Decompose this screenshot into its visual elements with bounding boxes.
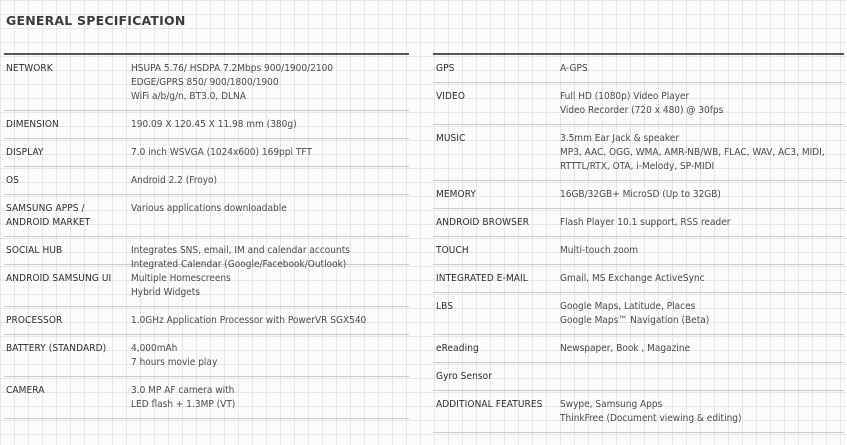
spec-value: [131, 307, 409, 334]
spec-value: [560, 125, 844, 180]
spec-value-line: Multiple Homescreens: [131, 273, 231, 284]
spec-value-line: 3.5mm Ear Jack & speaker: [560, 133, 680, 144]
spec-value-line: Hybrid Widgets: [131, 287, 200, 298]
spec-row: [4, 237, 409, 270]
spec-value-line: 4,000mAh: [131, 343, 178, 354]
spec-label-line: INTEGRATED E-MAIL: [436, 273, 528, 284]
spec-value-line: 7.0 inch WSVGA (1024x600) 169ppi TFT: [131, 147, 312, 158]
spec-value: [131, 265, 409, 306]
spec-label: [4, 307, 131, 334]
spec-value: [131, 377, 409, 418]
spec-value-line: Video Recorder (720 x 480) @ 30fps: [560, 105, 724, 116]
spec-row: [433, 209, 844, 237]
spec-value: [560, 83, 844, 124]
spec-value-line: Google Maps, Latitude, Places: [560, 301, 696, 312]
spec-label-line: GPS: [436, 63, 455, 74]
spec-row: [4, 139, 409, 167]
spec-value-line: Android 2.2 (Froyo): [131, 175, 218, 186]
spec-label: [4, 377, 131, 418]
spec-value: [560, 293, 844, 334]
spec-value-line: RTTTL/RTX, OTA, i-Melody, SP-MIDI: [560, 161, 715, 172]
spec-value-line: Full HD (1080p) Video Player: [560, 91, 690, 102]
spec-value: [131, 195, 409, 236]
spec-row: [4, 195, 409, 237]
spec-row: [433, 335, 844, 363]
spec-value-line: 190.09 X 120.45 X 11.98 mm (380g): [131, 119, 297, 130]
spec-label-line: MEMORY: [436, 189, 476, 200]
spec-value-line: Integrates SNS, email, IM and calendar accounts: [131, 245, 350, 256]
spec-value-line: 16GB/32GB+ MicroSD (Up to 32GB): [560, 189, 721, 200]
spec-label-line: Gyro Sensor: [436, 371, 493, 382]
spec-label-line: LBS: [436, 301, 454, 312]
spec-label: [433, 125, 560, 180]
spec-value: [131, 335, 409, 376]
spec-label: [4, 167, 131, 194]
spec-label: [4, 265, 131, 306]
spec-row: [433, 83, 844, 125]
spec-value-line: MP3, AAC, OGG, WMA, AMR-NB/WB, FLAC, WAV, AC3, MIDI,: [560, 147, 825, 158]
spec-label-line: ANDROID MARKET: [6, 217, 91, 228]
spec-value-line: Gmail, MS Exchange ActiveSync: [560, 273, 705, 284]
spec-label: [433, 237, 560, 264]
spec-value-line: A-GPS: [560, 63, 588, 74]
spec-value: [560, 335, 844, 362]
spec-label: [4, 195, 131, 236]
spec-value: [560, 363, 844, 390]
spec-value-line: Google Maps™ Navigation (Beta): [560, 315, 710, 326]
spec-label-line: SOCIAL HUB: [6, 245, 63, 256]
spec-value-line: Swype, Samsung Apps: [560, 399, 663, 410]
spec-row: [4, 307, 409, 335]
spec-label-line: BATTERY (STANDARD): [6, 343, 107, 354]
spec-list-left: [4, 55, 409, 419]
spec-value-line: WiFi a/b/g/n, BT3.0, DLNA: [131, 91, 246, 102]
spec-row: [433, 391, 844, 433]
spec-value-line: HSUPA 5.76/ HSDPA 7.2Mbps 900/1900/2100: [131, 63, 334, 74]
spec-value-line: Various applications downloadable: [131, 203, 287, 214]
spec-value: [560, 181, 844, 208]
spec-label: [4, 111, 131, 138]
page-title: GENERAL SPECIFICATION: [6, 13, 186, 28]
spec-value-line: Flash Player 10.1 support, RSS reader: [560, 217, 731, 228]
spec-label: [4, 335, 131, 376]
spec-value: [131, 55, 409, 110]
spec-label: [433, 265, 560, 292]
spec-label-line: SAMSUNG APPS /: [6, 203, 85, 214]
spec-label: [433, 55, 560, 82]
spec-label-line: DISPLAY: [6, 147, 44, 158]
spec-row: [433, 237, 844, 265]
spec-label-line: MUSIC: [436, 133, 466, 144]
spec-value-line: 1.0GHz Application Processor with PowerVR SGX540: [131, 315, 367, 326]
spec-row: [433, 293, 844, 335]
spec-value: [131, 167, 409, 194]
spec-label-line: eReading: [436, 343, 479, 354]
spec-value: [131, 139, 409, 166]
spec-value-line: 7 hours movie play: [131, 357, 218, 368]
spec-label-line: DIMENSION: [6, 119, 59, 130]
spec-row: [4, 265, 409, 307]
spec-value: [560, 391, 844, 432]
spec-label: [4, 55, 131, 110]
spec-row: [433, 265, 844, 293]
spec-label-line: ANDROID SAMSUNG UI: [6, 273, 112, 284]
spec-row: [433, 181, 844, 209]
spec-value-line: Newspaper, Book , Magazine: [560, 343, 691, 354]
spec-label-line: ADDITIONAL FEATURES: [436, 399, 543, 410]
spec-value: [131, 237, 409, 270]
spec-value: [560, 237, 844, 264]
spec-value-line: ThinkFree (Document viewing & editing): [560, 413, 742, 424]
spec-label-line: TOUCH: [436, 245, 469, 256]
spec-value-line: 3.0 MP AF camera with: [131, 385, 235, 396]
spec-label: [433, 335, 560, 362]
spec-value-line: Integrated Calendar (Google/Facebook/Outlook): [131, 259, 347, 270]
spec-label: [4, 139, 131, 166]
spec-row: [4, 377, 409, 419]
spec-row: [433, 55, 844, 83]
spec-label: [433, 293, 560, 334]
spec-label: [433, 209, 560, 236]
spec-label: [433, 391, 560, 432]
spec-label-line: VIDEO: [436, 91, 465, 102]
spec-label: [4, 237, 131, 264]
spec-label-line: NETWORK: [6, 63, 53, 74]
spec-value: [560, 55, 844, 82]
spec-label-line: PROCESSOR: [6, 315, 63, 326]
spec-row: [4, 111, 409, 139]
spec-label-line: CAMERA: [6, 385, 45, 396]
spec-value: [560, 265, 844, 292]
spec-value: [131, 111, 409, 138]
spec-row: [433, 363, 844, 391]
spec-column-right: [433, 53, 844, 433]
spec-row: [433, 125, 844, 181]
spec-value-line: Multi-touch zoom: [560, 245, 638, 256]
spec-row: [4, 335, 409, 377]
spec-label: [433, 363, 560, 390]
spec-label: [433, 181, 560, 208]
spec-value-line: EDGE/GPRS 850/ 900/1800/1900: [131, 77, 279, 88]
spec-column-left: [4, 53, 409, 419]
spec-row: [4, 167, 409, 195]
spec-value: [560, 209, 844, 236]
spec-value-line: LED flash + 1.3MP (VT): [131, 399, 236, 410]
spec-label-line: OS: [6, 175, 19, 186]
spec-row: [4, 55, 409, 111]
spec-list-right: [433, 55, 844, 433]
spec-label-line: ANDROID BROWSER: [436, 217, 530, 228]
spec-label: [433, 83, 560, 124]
